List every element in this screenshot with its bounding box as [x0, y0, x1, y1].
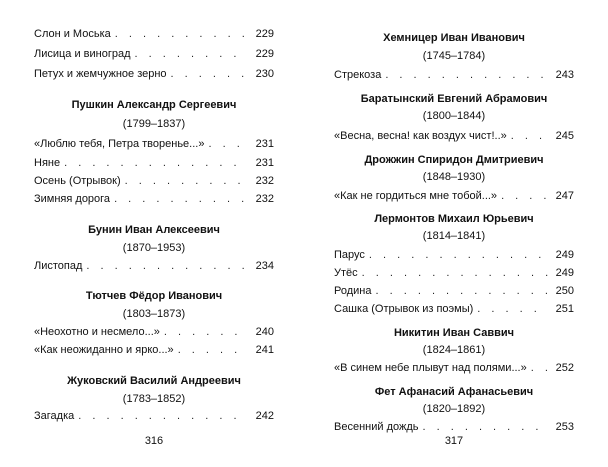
- toc-entry-page: 231: [255, 157, 274, 169]
- toc-entry-title: Утёс: [334, 267, 358, 279]
- author-heading: Дрожжин Спиридон Дмитриевич: [364, 154, 544, 166]
- author-heading: Лермонтов Михаил Юрьевич: [374, 213, 534, 225]
- dot-leader: [477, 301, 548, 317]
- toc-entry-page: 250: [555, 285, 574, 297]
- toc-entry[interactable]: [34, 408, 274, 424]
- toc-entry[interactable]: [334, 301, 574, 317]
- toc-entry-page: 242: [255, 410, 274, 422]
- toc-entry[interactable]: [34, 258, 274, 274]
- toc-entry-page: 229: [255, 28, 274, 40]
- toc-entry[interactable]: [34, 191, 274, 207]
- toc-entry-title: Листопад: [34, 260, 83, 272]
- toc-entry-page: 229: [255, 48, 274, 60]
- author-heading: Пушкин Александр Сергеевич: [71, 99, 237, 111]
- toc-entry-title: «Неохотно и несмело...»: [34, 326, 160, 338]
- author-heading: Баратынский Евгений Абрамович: [360, 93, 548, 105]
- toc-entry-title: Парус: [334, 249, 365, 261]
- toc-entry-page: 241: [255, 344, 274, 356]
- toc-entry-title: Лисица и виноград: [34, 48, 131, 60]
- toc-entry-page: 251: [555, 303, 574, 315]
- toc-entry[interactable]: [34, 46, 274, 62]
- dot-leader: [208, 136, 248, 152]
- dot-leader: [125, 173, 248, 189]
- toc-entry-title: «Как неожиданно и ярко...»: [34, 344, 174, 356]
- toc-entry-title: Слон и Моська: [34, 28, 111, 40]
- toc-entry-page: 231: [255, 138, 274, 150]
- author-heading: Фет Афанасий Афанасьевич: [374, 386, 534, 398]
- dot-leader: [178, 342, 248, 358]
- author-years: (1800–1844): [422, 110, 486, 122]
- author-years: (1745–1784): [422, 50, 486, 62]
- toc-entry-page: 234: [255, 260, 274, 272]
- toc-entry-page: 253: [555, 421, 574, 433]
- toc-entry[interactable]: [334, 283, 574, 299]
- author-years: (1799–1837): [122, 118, 186, 130]
- dot-leader: [171, 66, 248, 82]
- toc-entry-title: Стрекоза: [334, 69, 382, 81]
- toc-entry-page: 243: [555, 69, 574, 81]
- toc-entry-page: 232: [255, 175, 274, 187]
- author-years: (1803–1873): [122, 308, 186, 320]
- toc-entry-page: 249: [555, 249, 574, 261]
- author-heading: Жуковский Василий Андреевич: [67, 375, 241, 387]
- toc-entry-page: 247: [555, 190, 574, 202]
- toc-entry[interactable]: [34, 26, 274, 42]
- page-number: 316: [144, 435, 164, 447]
- dot-leader: [385, 67, 548, 83]
- toc-entry[interactable]: [34, 155, 274, 171]
- dot-leader: [114, 191, 248, 207]
- toc-entry-title: Няне: [34, 157, 61, 169]
- toc-entry-title: Петух и жемчужное зерно: [34, 68, 167, 80]
- author-heading: Хемницер Иван Иванович: [383, 32, 525, 44]
- toc-entry[interactable]: [34, 173, 274, 189]
- author-heading: Бунин Иван Алексеевич: [88, 224, 220, 236]
- dot-leader: [64, 155, 248, 171]
- dot-leader: [376, 283, 549, 299]
- page-number: 317: [444, 435, 464, 447]
- toc-entry-title: «Как не гордиться мне тобой...»: [334, 190, 498, 202]
- toc-entry[interactable]: [34, 66, 274, 82]
- toc-entry-page: 249: [555, 267, 574, 279]
- toc-entry-title: Осень (Отрывок): [34, 175, 121, 187]
- dot-leader: [78, 408, 248, 424]
- toc-entry-title: «Люблю тебя, Петра творенье...»: [34, 138, 205, 150]
- toc-entry-page: 245: [555, 130, 574, 142]
- author-years: (1824–1861): [422, 344, 486, 356]
- dot-leader: [164, 324, 248, 340]
- dot-leader: [369, 247, 548, 263]
- toc-entry-title: Сашка (Отрывок из поэмы): [334, 303, 474, 315]
- dot-leader: [86, 258, 248, 274]
- toc-entry[interactable]: [334, 67, 574, 83]
- toc-entry-page: 252: [555, 362, 574, 374]
- dot-leader: [511, 128, 548, 144]
- toc-entry[interactable]: [334, 128, 574, 144]
- dot-leader: [362, 265, 548, 281]
- dot-leader: [501, 188, 548, 204]
- toc-entry[interactable]: [34, 342, 274, 358]
- toc-entry-title: Зимняя дорога: [34, 193, 111, 205]
- toc-entry[interactable]: [334, 265, 574, 281]
- toc-entry-page: 232: [255, 193, 274, 205]
- toc-entry-page: 230: [255, 68, 274, 80]
- toc-entry[interactable]: [334, 360, 574, 376]
- author-years: (1870–1953): [122, 242, 186, 254]
- toc-entry-title: «Весна, весна! как воздух чист!..»: [334, 130, 507, 142]
- toc-entry[interactable]: [334, 188, 574, 204]
- author-years: (1848–1930): [422, 171, 486, 183]
- toc-entry[interactable]: [334, 247, 574, 263]
- dot-leader: [115, 26, 248, 42]
- author-heading: Тютчев Фёдор Иванович: [85, 290, 223, 302]
- author-heading: Никитин Иван Саввич: [393, 327, 515, 339]
- toc-entry-page: 240: [255, 326, 274, 338]
- dot-leader: [531, 360, 548, 376]
- toc-entry[interactable]: [34, 136, 274, 152]
- author-years: (1814–1841): [422, 230, 486, 242]
- toc-entry-title: «В синем небе плывут над полями...»: [334, 362, 527, 374]
- toc-entry[interactable]: [34, 324, 274, 340]
- toc-entry-title: Загадка: [34, 410, 75, 422]
- dot-leader: [135, 46, 248, 62]
- author-years: (1820–1892): [422, 403, 486, 415]
- toc-entry-title: Весенний дождь: [334, 421, 419, 433]
- toc-entry-title: Родина: [334, 285, 372, 297]
- author-years: (1783–1852): [122, 393, 186, 405]
